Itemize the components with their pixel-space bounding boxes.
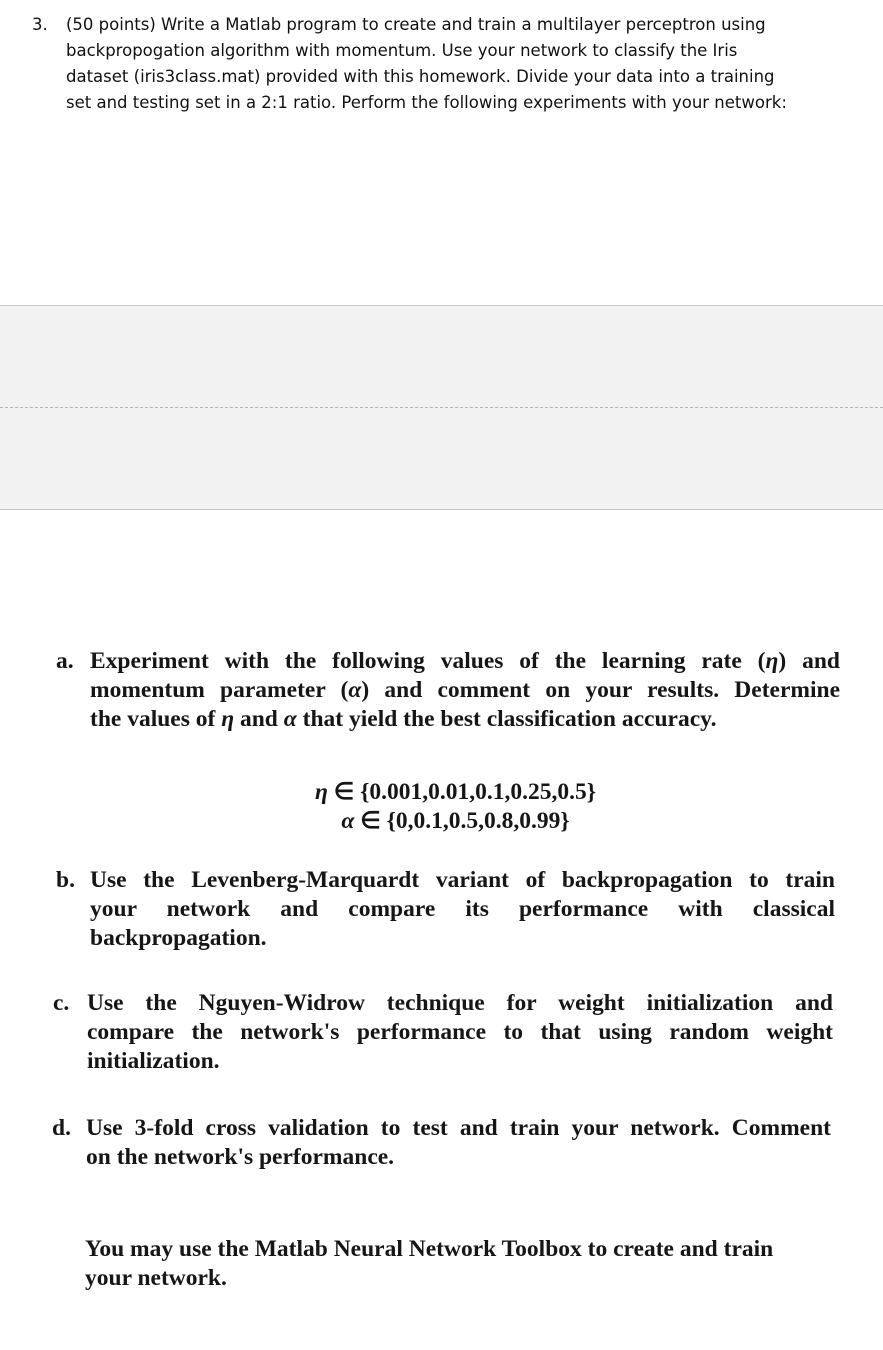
toolbox-note (85, 1235, 825, 1293)
item-line: the values of η and α that yield the best classification accuracy. (90, 706, 717, 732)
item-line: Use the Levenberg-Marquardt variant of backpropagation to train (90, 867, 835, 893)
item-a-label: a. (56, 648, 74, 674)
item-line: on the network's performance. (86, 1144, 395, 1170)
eta-set-equation: η ∈ {0.001,0.01,0.1,0.25,0.5} (314, 779, 597, 805)
item-c-text (87, 989, 833, 1076)
note-line: You may use the Matlab Neural Network Toolbox to create and train (85, 1236, 774, 1262)
item-b-label: b. (56, 867, 75, 893)
item-c-label: c. (53, 990, 70, 1016)
item-d-text (86, 1114, 831, 1172)
prompt-line: dataset (iris3class.mat) provided with this homework. Divide your data into a training (66, 67, 775, 86)
item-line: your network and compare its performance with classical (90, 896, 835, 922)
item-line: Use 3-fold cross validation to test and train your network. Comment (86, 1115, 831, 1141)
item-b-text (90, 866, 835, 953)
note-line: your network. (85, 1265, 227, 1291)
greek-symbol: η (765, 648, 779, 674)
prompt-line: backpropogation algorithm with momentum. Use your network to classify the Iris (66, 41, 738, 60)
item-a-text (90, 647, 840, 734)
question-number: 3. (32, 15, 48, 34)
item-line: compare the network's performance to that using random weight (87, 1019, 833, 1045)
question-prompt (66, 12, 856, 116)
greek-symbol: η (221, 706, 235, 732)
prompt-line: (50 points) Write a Matlab program to create and train a multilayer perceptron using (66, 15, 766, 34)
item-line: initialization. (87, 1048, 220, 1074)
item-line: Experiment with the following values of the learning rate (η) and (90, 648, 840, 674)
page-break-dashed-line (0, 407, 883, 408)
page-break-band (0, 305, 883, 510)
item-line: backpropagation. (90, 925, 267, 951)
alpha-set-equation: α ∈ {0,0.1,0.5,0.8,0.99} (341, 808, 570, 834)
item-d-label: d. (52, 1115, 71, 1141)
greek-symbol: α (341, 808, 355, 834)
greek-symbol: α (283, 706, 297, 732)
prompt-line: set and testing set in a 2:1 ratio. Perform the following experiments with your network: (66, 93, 787, 112)
item-line: momentum parameter (α) and comment on your results. Determine (90, 677, 840, 703)
greek-symbol: η (314, 779, 328, 805)
greek-symbol: α (348, 677, 362, 703)
item-line: Use the Nguyen-Widrow technique for weight initialization and (87, 990, 833, 1016)
